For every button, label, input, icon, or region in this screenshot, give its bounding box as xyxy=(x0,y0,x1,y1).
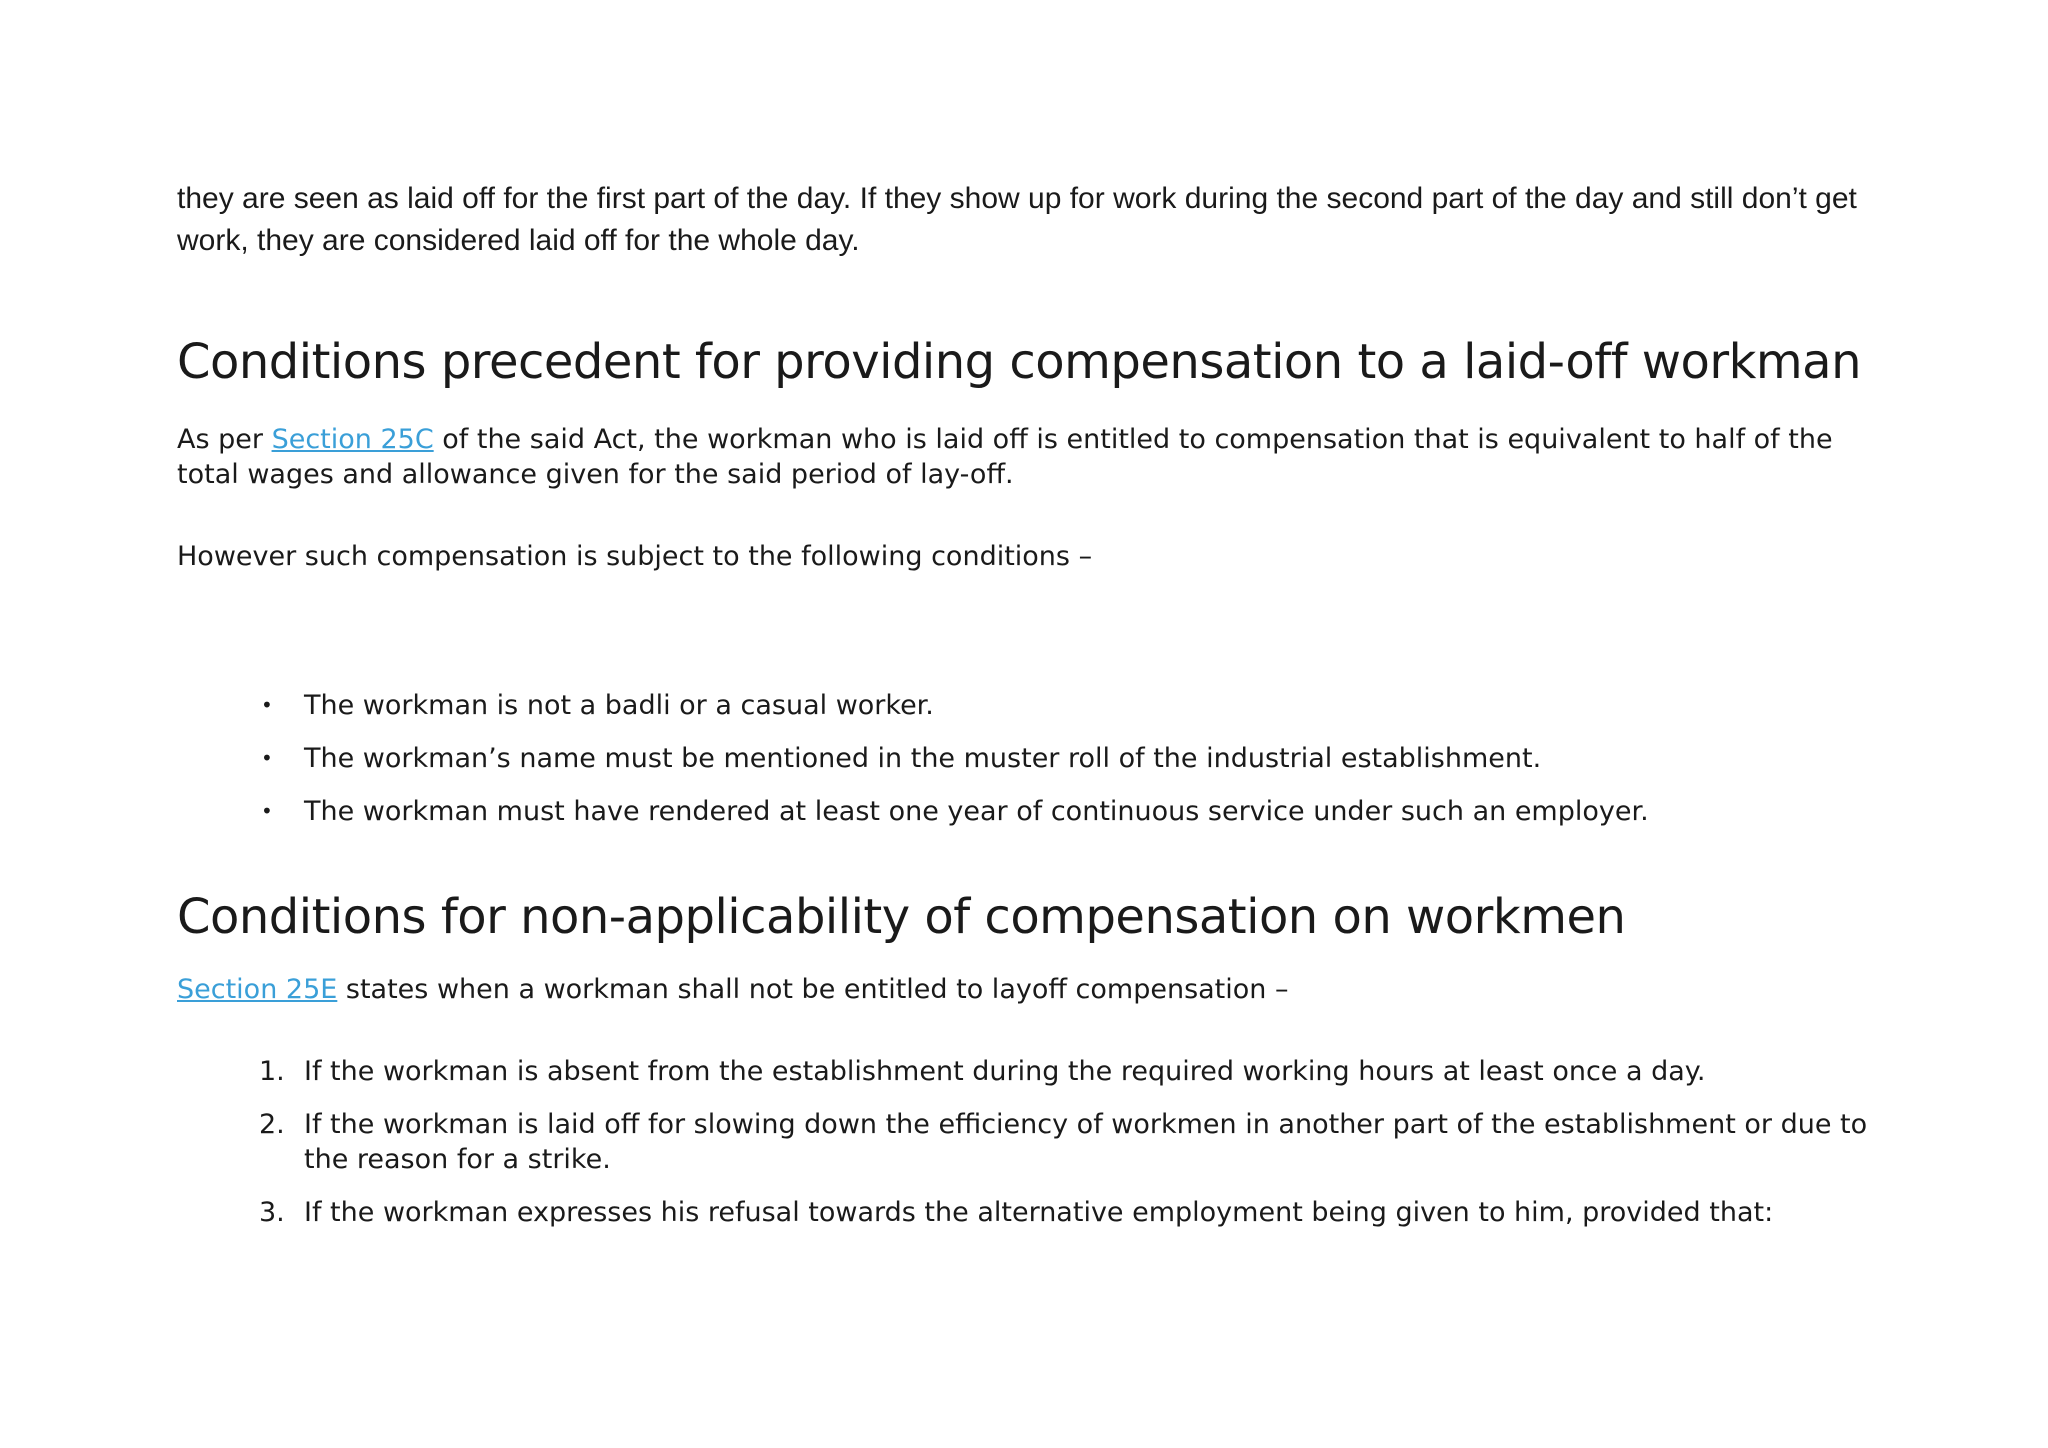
list-item-text: The workman is not a badli or a casual worker. xyxy=(304,690,934,721)
list-item-text: If the workman expresses his refusal towards the alternative employment being given to him, provided that: xyxy=(304,1197,1774,1228)
section-25e-paragraph xyxy=(177,972,1897,1007)
list-item xyxy=(177,741,1897,776)
bullet-marker: • xyxy=(261,746,273,770)
list-item xyxy=(177,1107,1897,1177)
list-item xyxy=(177,688,1897,723)
list-item xyxy=(177,1195,1897,1230)
list-item-text: The workman must have rendered at least one year of continuous service under such an employer. xyxy=(304,796,1649,827)
bullet-marker: • xyxy=(261,693,273,717)
list-item xyxy=(177,1054,1897,1089)
list-item-text: If the workman is laid off for slowing down the efficiency of workmen in another part of the establishment or due to the reason for a strike. xyxy=(304,1109,1868,1175)
document-page xyxy=(177,178,1897,1230)
list-item-text: The workman’s name must be mentioned in the muster roll of the industrial establishment. xyxy=(304,743,1542,774)
paragraph-prefix: As per xyxy=(177,424,272,455)
bullet-marker: • xyxy=(261,799,273,823)
section-heading-non-applicability: Conditions for non-applicability of compensation on workmen xyxy=(177,889,1626,945)
list-item xyxy=(177,794,1897,829)
list-number: 3. xyxy=(259,1197,285,1228)
list-item-text: If the workman is absent from the establishment during the required working hours at least once a day. xyxy=(304,1056,1706,1087)
list-number: 2. xyxy=(259,1109,285,1140)
section-25e-link[interactable]: Section 25E xyxy=(177,974,338,1005)
list-number: 1. xyxy=(259,1056,285,1087)
intro-paragraph: they are seen as laid off for the first part of the day. If they show up for work during the second part of the day and still don’t get work, they are considered laid off for the whole day. xyxy=(177,182,1857,257)
non-applicability-list xyxy=(177,1054,1897,1230)
conditions-intro-paragraph: However such compensation is subject to the following conditions – xyxy=(177,541,1093,572)
section-25c-link[interactable]: Section 25C xyxy=(271,424,434,455)
conditions-list xyxy=(177,688,1897,829)
paragraph-suffix: of the said Act, the workman who is laid off is entitled to compensation that is equivalent to half of the total wages and allowance given for the said period of lay-off. xyxy=(177,424,1833,490)
paragraph-suffix: states when a workman shall not be entitled to layoff compensation – xyxy=(337,974,1289,1005)
section-25c-paragraph xyxy=(177,422,1897,492)
section-heading-compensation: Conditions precedent for providing compensation to a laid-off workman xyxy=(177,334,1862,390)
